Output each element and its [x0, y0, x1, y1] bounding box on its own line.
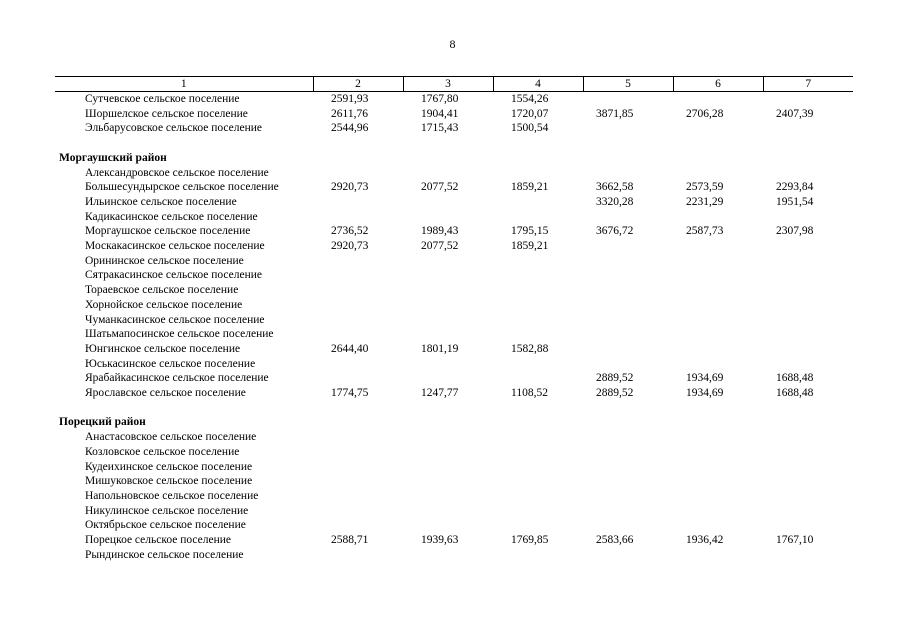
column-header-1: 1 [55, 77, 313, 92]
value-cell-col7 [763, 357, 853, 372]
value-cell-col2: 2736,52 [331, 225, 369, 238]
value-cell-col2 [313, 195, 403, 210]
value-cell-col2: 2920,73 [331, 181, 369, 194]
district-name: Порецкий район [59, 416, 146, 429]
value-cell-col2 [313, 548, 403, 563]
settlement-name: Чуманкасинское сельское поселение [85, 313, 265, 326]
value-cell-col3 [403, 474, 493, 489]
table-row [55, 298, 853, 313]
value-cell-col5 [583, 210, 673, 225]
table-row [55, 195, 853, 210]
value-cell-col3 [403, 548, 493, 563]
value-cell-col4 [493, 371, 583, 386]
value-cell-col4 [493, 489, 583, 504]
value-cell-col4: 1108,52 [511, 387, 548, 400]
value-cell-col6 [673, 210, 763, 225]
value-cell-col5 [583, 327, 673, 342]
value-cell-col3 [403, 210, 493, 225]
value-cell-col3 [403, 298, 493, 313]
table-row [55, 166, 853, 181]
value-cell-col6 [673, 342, 763, 357]
value-cell-col6: 1934,69 [686, 387, 724, 400]
value-cell-col5: 2889,52 [596, 387, 634, 400]
table-row [55, 548, 853, 563]
value-cell-col7: 1767,10 [776, 534, 814, 547]
value-cell-col7 [763, 504, 853, 519]
settlement-name: Шатьмапосинское сельское поселение [85, 328, 274, 341]
settlement-name: Мишуковское сельское поселение [85, 475, 253, 488]
settlements-table [55, 76, 853, 562]
value-cell-col3: 1939,63 [421, 534, 459, 547]
value-cell-col4 [493, 195, 583, 210]
value-cell-col7 [763, 239, 853, 254]
value-cell-col4 [493, 445, 583, 460]
table-row [55, 107, 853, 122]
value-cell-col2 [313, 327, 403, 342]
value-cell-col2 [313, 313, 403, 328]
value-cell-col2: 1774,75 [331, 387, 369, 400]
value-cell-col4 [493, 298, 583, 313]
value-cell-col2: 2611,76 [331, 107, 368, 120]
value-cell-col7 [763, 254, 853, 269]
value-cell-col2 [313, 166, 403, 181]
value-cell-col5 [583, 92, 673, 107]
value-cell-col4 [493, 430, 583, 445]
value-cell-col4 [493, 166, 583, 181]
value-cell-col2 [313, 210, 403, 225]
value-cell-col2 [313, 430, 403, 445]
table-row [55, 254, 853, 269]
settlement-name: Кадикасинское сельское поселение [85, 210, 258, 223]
value-cell-col7 [763, 166, 853, 181]
value-cell-col7 [763, 298, 853, 313]
settlement-name: Ярославское сельское поселение [85, 387, 246, 400]
settlement-name: Кудеихинское сельское поселение [85, 460, 253, 473]
table-row [55, 283, 853, 298]
settlement-name: Большесундырское сельское поселение [85, 181, 279, 194]
value-cell-col2 [313, 518, 403, 533]
settlement-name: Октябрьское сельское поселение [85, 519, 246, 532]
table-row [55, 224, 853, 239]
value-cell-col7 [763, 430, 853, 445]
value-cell-col5 [583, 460, 673, 475]
table-row [55, 460, 853, 475]
value-cell-col4: 1859,21 [511, 240, 549, 253]
value-cell-col3: 2077,52 [421, 240, 459, 253]
value-cell-col5 [583, 445, 673, 460]
table-row [55, 327, 853, 342]
table-row [55, 430, 853, 445]
column-header-3: 3 [403, 77, 493, 92]
district-heading-row [55, 415, 853, 430]
value-cell-col7 [763, 313, 853, 328]
table-body [55, 92, 853, 563]
spacer-cell [55, 136, 853, 151]
value-cell-col3 [403, 445, 493, 460]
value-cell-col6 [673, 504, 763, 519]
value-cell-col3: 1767,80 [421, 93, 459, 105]
value-cell-col6: 2231,29 [686, 195, 724, 208]
value-cell-col4: 1859,21 [511, 181, 549, 194]
value-cell-col7: 1688,48 [776, 387, 814, 400]
value-cell-col6 [673, 254, 763, 269]
settlement-name: Тораевское сельское поселение [85, 284, 239, 297]
value-cell-col4 [493, 254, 583, 269]
value-cell-col6 [673, 430, 763, 445]
table-row [55, 533, 853, 548]
column-header-7: 7 [763, 77, 853, 92]
value-cell-col7 [763, 489, 853, 504]
value-cell-col3 [403, 357, 493, 372]
table-row [55, 504, 853, 519]
value-cell-col7 [763, 268, 853, 283]
value-cell-col7 [763, 548, 853, 563]
table-row [55, 268, 853, 283]
value-cell-col7 [763, 460, 853, 475]
value-cell-col6 [673, 239, 763, 254]
settlement-name: Сятракасинское сельское поселение [85, 269, 262, 282]
value-cell-col6: 2587,73 [686, 225, 724, 238]
value-cell-col3: 2077,52 [421, 181, 459, 194]
value-cell-col2 [313, 254, 403, 269]
value-cell-col2 [313, 489, 403, 504]
value-cell-col5 [583, 548, 673, 563]
value-cell-col4 [493, 268, 583, 283]
table-row [55, 357, 853, 372]
value-cell-col6: 1934,69 [686, 372, 724, 385]
value-cell-col4 [493, 313, 583, 328]
value-cell-col3: 1801,19 [421, 342, 459, 355]
value-cell-col3: 1904,41 [421, 107, 459, 120]
settlement-name: Шоршелское сельское поселение [85, 107, 248, 120]
value-cell-col4 [493, 327, 583, 342]
value-cell-col5: 2889,52 [596, 372, 634, 385]
settlement-name: Ильинское сельское поселение [85, 195, 237, 208]
value-cell-col5 [583, 430, 673, 445]
value-cell-col2 [313, 504, 403, 519]
value-cell-col6 [673, 548, 763, 563]
value-cell-col3 [403, 313, 493, 328]
value-cell-col2 [313, 357, 403, 372]
table-row [55, 210, 853, 225]
value-cell-col6: 1936,42 [686, 534, 724, 547]
column-header-6: 6 [673, 77, 763, 92]
table-row [55, 313, 853, 328]
value-cell-col3 [403, 195, 493, 210]
settlement-name: Ярабайкасинское сельское поселение [85, 372, 269, 385]
value-cell-col4 [493, 518, 583, 533]
settlement-name: Хорнойское сельское поселение [85, 298, 243, 311]
value-cell-col6 [673, 121, 763, 136]
value-cell-col6: 2706,28 [686, 107, 724, 120]
district-name: Моргаушский район [59, 151, 167, 164]
table-row [55, 518, 853, 533]
settlement-name: Напольновское сельское поселение [85, 489, 259, 502]
settlement-name: Никулинское сельское поселение [85, 504, 249, 517]
settlement-name: Юнгинское сельское поселение [85, 342, 241, 355]
value-cell-col6 [673, 313, 763, 328]
value-cell-col2 [313, 283, 403, 298]
value-cell-col2: 2588,71 [331, 534, 369, 547]
spacer-row [55, 136, 853, 151]
table-row [55, 180, 853, 195]
value-cell-col7 [763, 210, 853, 225]
settlement-name: Александровское сельское поселение [85, 166, 269, 179]
value-cell-col5 [583, 254, 673, 269]
page-number: 8 [449, 37, 456, 51]
value-cell-col3 [403, 283, 493, 298]
settlement-name: Сутчевское сельское поселение [85, 93, 240, 105]
value-cell-col5 [583, 298, 673, 313]
value-cell-col2 [313, 474, 403, 489]
value-cell-col3 [403, 504, 493, 519]
value-cell-col7 [763, 327, 853, 342]
value-cell-col4 [493, 283, 583, 298]
value-cell-col3 [403, 327, 493, 342]
value-cell-col5 [583, 268, 673, 283]
value-cell-col2 [313, 445, 403, 460]
value-cell-col7: 1688,48 [776, 372, 814, 385]
table-row [55, 386, 853, 401]
value-cell-col6 [673, 518, 763, 533]
table-header-row [55, 77, 853, 92]
value-cell-col5 [583, 518, 673, 533]
table-row [55, 121, 853, 136]
value-cell-col4: 1720,07 [511, 107, 549, 120]
value-cell-col4: 1769,85 [511, 534, 549, 547]
value-cell-col7: 2407,39 [776, 107, 814, 120]
value-cell-col5 [583, 166, 673, 181]
value-cell-col3 [403, 166, 493, 181]
value-cell-col2: 2544,96 [331, 122, 369, 135]
value-cell-col6 [673, 166, 763, 181]
value-cell-col6 [673, 92, 763, 107]
value-cell-col5 [583, 357, 673, 372]
column-header-5: 5 [583, 77, 673, 92]
value-cell-col4 [493, 460, 583, 475]
value-cell-col7 [763, 283, 853, 298]
value-cell-col3: 1989,43 [421, 225, 459, 238]
value-cell-col7 [763, 342, 853, 357]
value-cell-col5 [583, 489, 673, 504]
value-cell-col3 [403, 371, 493, 386]
value-cell-col4: 1500,54 [511, 122, 549, 135]
value-cell-col4 [493, 210, 583, 225]
settlement-name: Орининское сельское поселение [85, 254, 244, 267]
value-cell-col7 [763, 445, 853, 460]
value-cell-col6 [673, 357, 763, 372]
value-cell-col5 [583, 283, 673, 298]
value-cell-col3 [403, 254, 493, 269]
settlement-name: Москакасинское сельское поселение [85, 240, 265, 253]
value-cell-col7 [763, 121, 853, 136]
spacer-row [55, 401, 853, 416]
table-row [55, 489, 853, 504]
value-cell-col7: 2307,98 [776, 225, 814, 238]
value-cell-col5 [583, 474, 673, 489]
value-cell-col3 [403, 268, 493, 283]
table-row [55, 342, 853, 357]
value-cell-col5 [583, 121, 673, 136]
value-cell-col2 [313, 371, 403, 386]
settlement-name: Козловское сельское поселение [85, 445, 240, 458]
value-cell-col5: 3676,72 [596, 225, 634, 238]
value-cell-col2: 2644,40 [331, 342, 369, 355]
table-row [55, 445, 853, 460]
settlement-name: Анастасовское сельское поселение [85, 431, 257, 444]
value-cell-col6 [673, 445, 763, 460]
value-cell-col6 [673, 474, 763, 489]
value-cell-col3 [403, 460, 493, 475]
spacer-cell [55, 401, 853, 416]
value-cell-col6: 2573,59 [686, 181, 724, 194]
value-cell-col2 [313, 298, 403, 313]
value-cell-col3 [403, 518, 493, 533]
table-row [55, 371, 853, 386]
value-cell-col4: 1582,88 [511, 342, 549, 355]
value-cell-col2 [313, 268, 403, 283]
value-cell-col3 [403, 489, 493, 504]
value-cell-col6 [673, 489, 763, 504]
value-cell-col4 [493, 474, 583, 489]
value-cell-col5 [583, 313, 673, 328]
table-row [55, 474, 853, 489]
value-cell-col3: 1247,77 [421, 387, 459, 400]
value-cell-col5: 3871,85 [596, 107, 634, 120]
value-cell-col4: 1554,26 [511, 93, 549, 105]
value-cell-col4 [493, 548, 583, 563]
value-cell-col2: 2591,93 [331, 93, 369, 105]
value-cell-col2 [313, 460, 403, 475]
value-cell-col7 [763, 474, 853, 489]
table-row [55, 239, 853, 254]
value-cell-col6 [673, 268, 763, 283]
column-header-4: 4 [493, 77, 583, 92]
value-cell-col2: 2920,73 [331, 240, 369, 253]
settlement-name: Рындинское сельское поселение [85, 548, 244, 561]
district-heading-row [55, 151, 853, 166]
value-cell-col4: 1795,15 [511, 225, 549, 238]
value-cell-col5 [583, 239, 673, 254]
value-cell-col6 [673, 283, 763, 298]
value-cell-col7 [763, 92, 853, 107]
value-cell-col6 [673, 298, 763, 313]
settlement-name: Порецкое сельское поселение [85, 534, 232, 547]
settlement-name: Эльбарусовское сельское поселение [85, 122, 263, 135]
value-cell-col7 [763, 518, 853, 533]
value-cell-col5: 3662,58 [596, 181, 634, 194]
value-cell-col7: 2293,84 [776, 181, 814, 194]
column-header-2: 2 [313, 77, 403, 92]
value-cell-col5: 3320,28 [596, 195, 634, 208]
settlement-name: Моргаушское сельское поселение [85, 225, 251, 238]
settlement-name: Юськасинское сельское поселение [85, 357, 256, 370]
value-cell-col3: 1715,43 [421, 122, 459, 135]
value-cell-col6 [673, 460, 763, 475]
value-cell-col4 [493, 504, 583, 519]
value-cell-col3 [403, 430, 493, 445]
value-cell-col7: 1951,54 [776, 195, 814, 208]
value-cell-col5 [583, 504, 673, 519]
table-row [55, 92, 853, 107]
value-cell-col6 [673, 327, 763, 342]
value-cell-col5 [583, 342, 673, 357]
value-cell-col5: 2583,66 [596, 534, 634, 547]
value-cell-col4 [493, 357, 583, 372]
